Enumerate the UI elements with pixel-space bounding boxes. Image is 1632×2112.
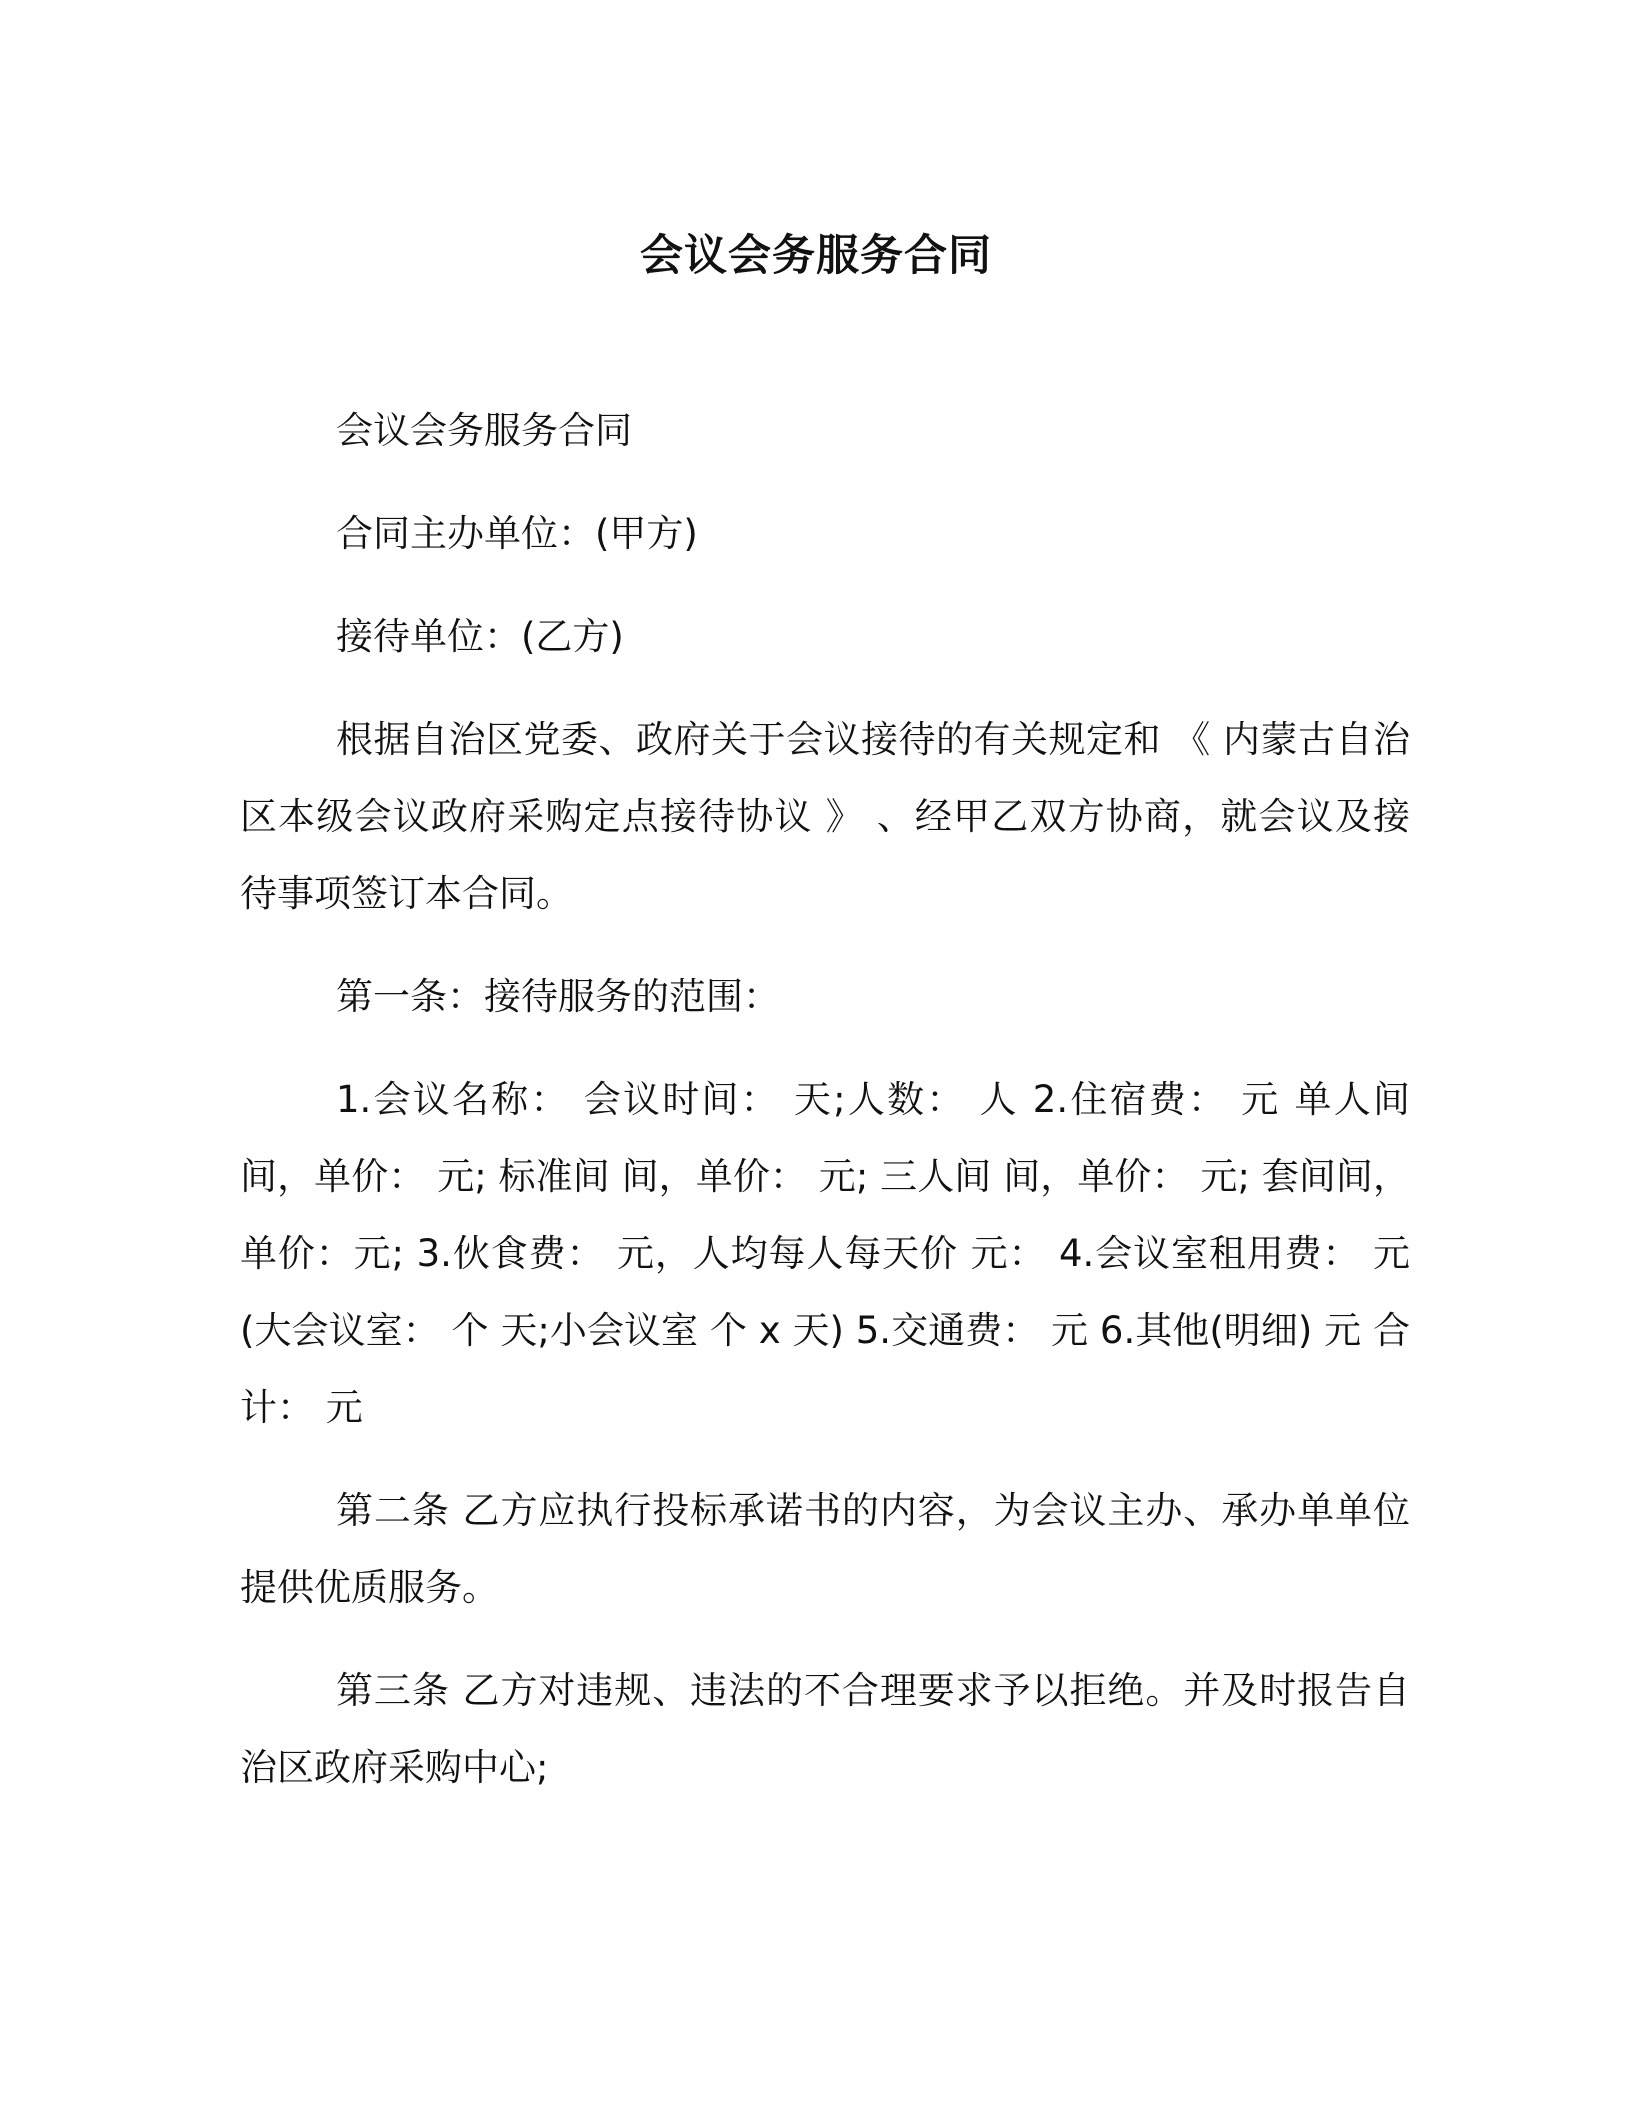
paragraph-article-1-heading: 第一条：接待服务的范围： bbox=[336, 975, 780, 1018]
paragraph-article-1-details: 1.会议名称： 会议时间： 天;人数： 人 2.住宿费： 元 单人间 间，单价： 元; 标准间 间，单价： 元; 三人间 间，单价： 元; 套间间，单价：元; 3.伙食费： 元，人均每人每天价 元： 4.会议室租用费： 元 (大会议室： 个 天;小会议室 个 x 天) 5.交通费： 元 6.其他(明细) 元 合计： 元 bbox=[240, 1078, 1410, 1429]
document-title: 会议会务服务合同 bbox=[640, 231, 992, 281]
paragraph-preamble: 根据自治区党委、政府关于会议接待的有关规定和 《 内蒙古自治区本级会议政府采购定点接待协议 》 、经甲乙双方协商，就会议及接待事项签订本合同。 bbox=[240, 718, 1410, 915]
paragraph-party-a: 合同主办单位：(甲方) bbox=[336, 512, 698, 555]
paragraph-article-3: 第三条 乙方对违规、违法的不合理要求予以拒绝。并及时报告自治区政府采购中心; bbox=[240, 1669, 1410, 1789]
paragraph-party-b: 接待单位：(乙方) bbox=[336, 615, 624, 658]
paragraph-article-2: 第二条 乙方应执行投标承诺书的内容，为会议主办、承办单单位提供优质服务。 bbox=[240, 1489, 1410, 1609]
paragraph-contract-name: 会议会务服务合同 bbox=[336, 409, 632, 452]
document-body bbox=[240, 392, 1410, 1832]
